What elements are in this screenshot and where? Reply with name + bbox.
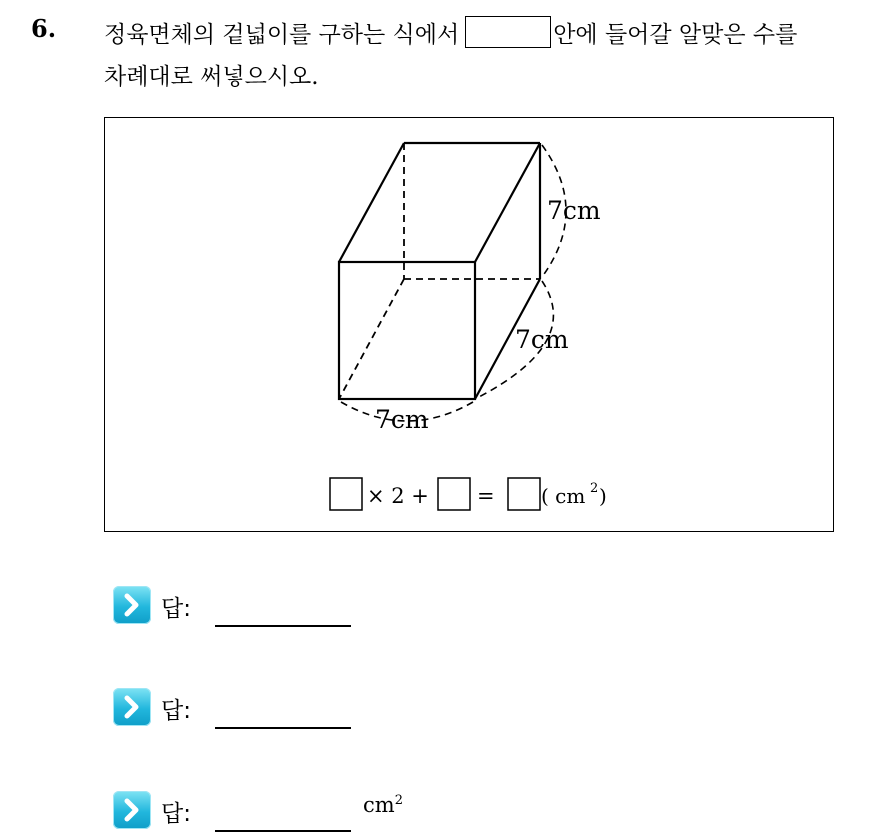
formula-unit-close: ) <box>599 484 607 508</box>
cube-figure <box>105 118 835 533</box>
formula-equals: = <box>477 484 495 508</box>
hidden-edges <box>339 143 540 399</box>
question-text-after-box: 안에 들어갈 알맞은 수를 <box>553 22 798 48</box>
question-text-before-box: 정육면체의 겉넓이를 구하는 식에서 <box>104 22 460 48</box>
formula-unit: ( cm <box>541 484 586 508</box>
answer-label: 답: <box>161 698 191 724</box>
dimension-label-depth: 7cm <box>515 325 569 354</box>
formula <box>330 478 607 510</box>
answer-input-line[interactable] <box>215 625 351 627</box>
answer-input-line[interactable] <box>215 727 351 729</box>
dimension-arcs <box>341 145 566 421</box>
formula-blank-2 <box>438 478 470 510</box>
answer-input-line[interactable] <box>215 830 351 832</box>
answer-label: 답: <box>161 596 191 622</box>
formula-times-two: × 2 + <box>367 484 429 508</box>
formula-blank-3 <box>508 478 540 510</box>
chevron-right-icon <box>113 791 151 829</box>
question-text-line-2: 차례대로 써넣으시오. <box>104 64 319 90</box>
visible-edges <box>339 143 540 399</box>
chevron-right-icon <box>113 688 151 726</box>
dimension-label-height: 7cm <box>547 196 601 225</box>
answer-unit: $cm^2$ <box>363 793 403 817</box>
formula-unit-exponent: 2 <box>590 481 599 496</box>
answer-label: 답: <box>161 801 191 827</box>
question-number: 6. <box>31 14 57 43</box>
chevron-right-icon <box>113 586 151 624</box>
inline-blank-box <box>465 16 551 48</box>
figure-frame <box>104 117 834 532</box>
dimension-label-width: 7cm <box>375 405 429 434</box>
question-text-line-1 <box>104 16 797 49</box>
formula-blank-1 <box>330 478 362 510</box>
